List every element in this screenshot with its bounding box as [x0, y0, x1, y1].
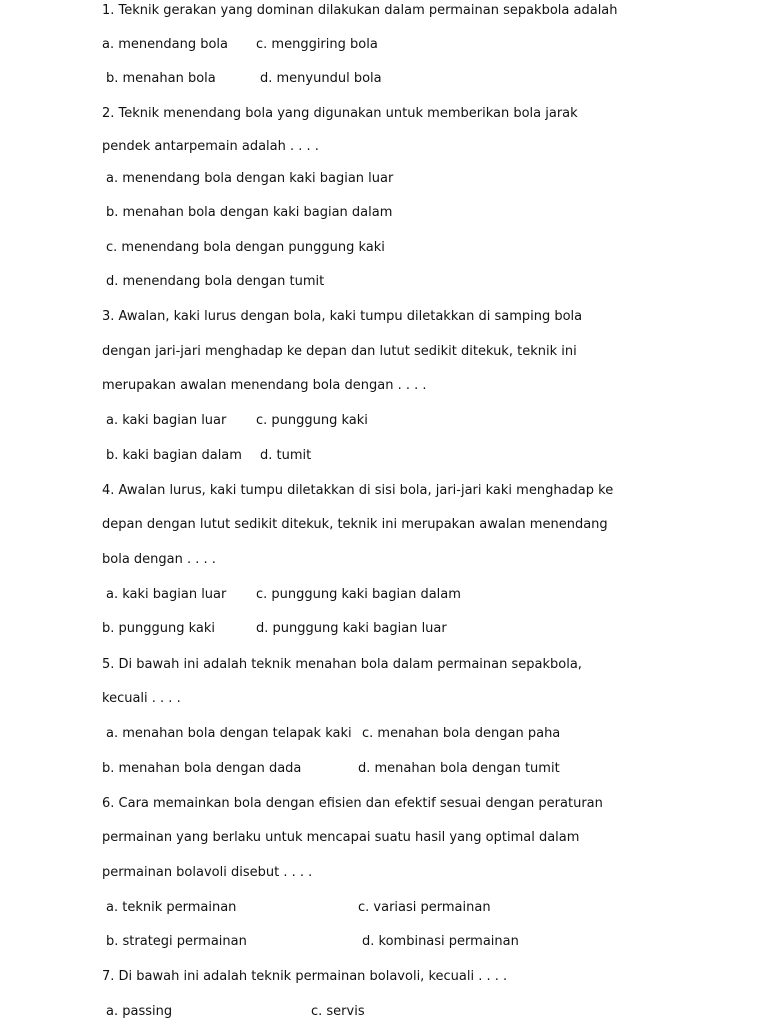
- question-2-text-cont: pendek antarpemain adalah . . . .: [102, 139, 319, 154]
- q5-option-d: d. menahan bola dengan tumit: [358, 761, 560, 776]
- q6-option-d: d. kombinasi permainan: [362, 934, 519, 949]
- question-4-text-cont-1: depan dengan lutut sedikit ditekuk, teknik ini merupakan awalan menendang: [102, 517, 608, 532]
- q3-option-b: b. kaki bagian dalam: [106, 448, 242, 463]
- question-4-text: 4. Awalan lurus, kaki tumpu diletakkan di sisi bola, jari-jari kaki menghadap ke: [102, 483, 614, 498]
- q7-option-a: a. passing: [106, 1004, 173, 1019]
- question-5-text-cont: kecuali . . . .: [102, 691, 181, 706]
- question-2-text: 2. Teknik menendang bola yang digunakan untuk memberikan bola jarak: [102, 106, 578, 121]
- q1-option-d: d. menyundul bola: [260, 71, 382, 86]
- q4-option-b: b. punggung kaki: [102, 621, 216, 636]
- q3-option-d: d. tumit: [260, 448, 312, 463]
- question-5-text: 5. Di bawah ini adalah teknik menahan bola dalam permainan sepakbola,: [102, 657, 582, 672]
- question-6-text: 6. Cara memainkan bola dengan efisien dan efektif sesuai dengan peraturan: [102, 796, 603, 811]
- question-3-text: 3. Awalan, kaki lurus dengan bola, kaki tumpu diletakkan di samping bola: [102, 309, 583, 324]
- q7-option-c: c. servis: [311, 1004, 365, 1019]
- q1-option-c: c. menggiring bola: [256, 37, 378, 52]
- q4-option-d: d. punggung kaki bagian luar: [256, 621, 447, 636]
- q2-option-c: c. menendang bola dengan punggung kaki: [106, 240, 385, 255]
- question-1-text: 1. Teknik gerakan yang dominan dilakukan dalam permainan sepakbola adalah: [102, 3, 618, 18]
- q1-option-a: a. menendang bola: [102, 37, 228, 52]
- q6-option-c: c. variasi permainan: [358, 900, 491, 915]
- question-3-text-cont-2: merupakan awalan menendang bola dengan . . . .: [102, 378, 427, 393]
- q5-option-b: b. menahan bola dengan dada: [102, 761, 302, 776]
- q1-option-b: b. menahan bola: [106, 71, 216, 86]
- q4-option-c: c. punggung kaki bagian dalam: [256, 587, 461, 602]
- q2-option-d: d. menendang bola dengan tumit: [106, 274, 325, 289]
- q6-option-b: b. strategi permainan: [106, 934, 247, 949]
- question-7-text: 7. Di bawah ini adalah teknik permainan bolavoli, kecuali . . . .: [102, 969, 508, 984]
- question-6-text-cont-2: permainan bolavoli disebut . . . .: [102, 865, 313, 880]
- q5-option-a: a. menahan bola dengan telapak kaki: [106, 726, 352, 741]
- question-4-text-cont-2: bola dengan . . . .: [102, 552, 216, 567]
- q5-option-c: c. menahan bola dengan paha: [362, 726, 561, 741]
- q2-option-a: a. menendang bola dengan kaki bagian luar: [106, 171, 394, 186]
- q3-option-c: c. punggung kaki: [256, 413, 368, 428]
- question-6-text-cont-1: permainan yang berlaku untuk mencapai suatu hasil yang optimal dalam: [102, 830, 580, 845]
- q3-option-a: a. kaki bagian luar: [106, 413, 227, 428]
- question-3-text-cont-1: dengan jari-jari menghadap ke depan dan lutut sedikit ditekuk, teknik ini: [102, 344, 577, 359]
- q4-option-a: a. kaki bagian luar: [106, 587, 227, 602]
- q6-option-a: a. teknik permainan: [106, 900, 237, 915]
- q2-option-b: b. menahan bola dengan kaki bagian dalam: [106, 205, 393, 220]
